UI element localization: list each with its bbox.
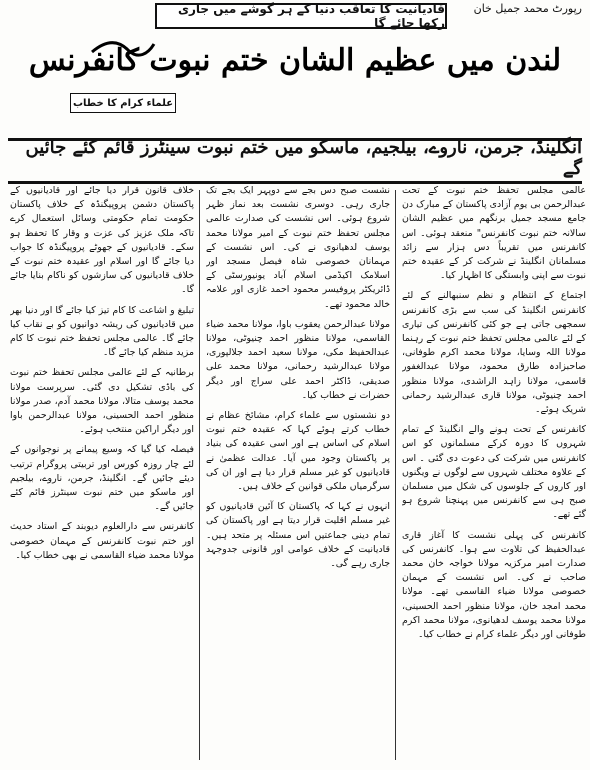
column-1	[402, 184, 586, 766]
ulema-speech-box	[70, 93, 176, 113]
paragraph: انہوں نے کہا کہ پاکستان کا آئین قادیانیوں کو غیر مسلم اقلیت قرار دیتا ہے اور پاکستان کی تمام دینی جماعتیں اس مسئلہ پر متحد ہیں۔ قادیانیت کے خلاف عوامی اور قانونی جدوجہد جاری رہے گی۔	[206, 501, 390, 570]
reporter-byline: رپورٹ محمد جمیل خان	[473, 2, 582, 15]
subheadline: انگلینڈ، جرمن، ناروے، بیلجیم، ماسکو میں ختم نبوت سینٹرز قائم کئے جائیں گے	[25, 137, 582, 179]
paragraph: فیصلہ کیا گیا کہ وسیع پیمانے پر نوجوانوں کے لئے چار روزہ کورس اور تربیتی پروگرام ترتیب دیئے جائیں گے۔ انگلینڈ، جرمن، ناروے، بیلجیم اور ماسکو میں ختم نبوت سینٹرز قائم کئے جائیں گے۔	[10, 444, 194, 513]
tagline-box	[155, 3, 447, 29]
paragraph: نشست صبح دس بجے سے دوپہر ایک بجے تک جاری رہی۔ دوسری نشست بعد نماز ظہر شروع ہوئی۔ اس نشست کی صدارت عالمی مجلس تحفظ ختم نبوت کے امیر مولانا محمد یوسف لدھیانوی نے کی۔ اس نشست کے مہمانان خصوصی شاہ فیصل مسجد اور اسلامک اکیڈمی اسلام آباد یونیورسٹی کے ڈائریکٹر پروفیسر محمود احمد غازی اور علامہ خالد محمود تھے۔	[206, 185, 390, 310]
ulema-box-text: علماء کرام کا خطاب	[72, 97, 174, 109]
paragraph: کانفرنس کی پہلی نشست کا آغاز قاری عبدالحفیظ کی تلاوت سے ہوا۔ کانفرنس کی صدارت امیر مرکزیہ مولانا خواجہ خان محمد صاحب نے کی۔ اس نشست کے مہمان خصوصی مولانا ضیاء القاسمی تھے۔ مولانا محمد امجد خان، مولانا منظور احمد الحسینی، مولانا محمد یوسف لدھیانوی، مولانا محمد اکرم طوفانی اور دیگر علماء کرام نے خطاب کیا۔	[402, 529, 586, 641]
tagline-text: قادیانیت کا تعاقب دنیا کے ہر گوشے میں جاری رکھا جائے گا	[178, 2, 445, 30]
paragraph: کانفرنس کے تحت ہونے والے انگلینڈ کے تمام شہروں کا دورہ کرکے مسلمانوں کو اس کانفرنس میں شرکت کی دعوت دی گئی ۔ اس کے علاوہ مختلف شہروں سے لوگوں نے ویگنوں اور کاروں کے جلوسوں کی شکل میں مسلمان صبح ہی سے کانفرنس میں پہنچنا شروع ہو گئے تھے۔	[402, 424, 586, 521]
main-headline: لندن میں عظیم الشان ختم نبوت کانفرنس	[28, 42, 562, 78]
paragraph: عالمی مجلس تحفظ ختم نبوت کے تحت عبدالرحمن بی یوم آزادی پاکستان کے مبارک دن جامع مسجد جمیل برنگھم میں عظیم الشان سالانہ ختم نبوت کانفرنس" منعقد ہوئی۔ اس کانفرنس میں تقریباً دس ہزار سے زائد مسلمانان انگلینڈ نے شرکت کر کے عقیدہ ختم نبوت سے اپنی وابستگی کا اظہار کیا۔	[402, 185, 586, 282]
column-3	[10, 184, 194, 766]
column-2	[206, 184, 390, 766]
column-rule	[199, 190, 200, 760]
paragraph: تبلیغ و اشاعت کا کام تیز کیا جائے گا اور دنیا بھر میں قادیانیوں کی ریشہ دوانیوں کو بے نقاب کیا جائے گا۔ عالمی مجلس تحفظ ختم نبوت کا کام مزید منظم کیا جائے گا۔	[10, 304, 194, 359]
article-columns	[8, 184, 586, 766]
paragraph: اجتماع کے انتظام و نظم سنبھالنے کے لئے کانفرنس انگلینڈ کی سب سے بڑی کانفرنس سمجھی جاتی ہے جو کئی کانفرنس کی تیاری کے لئے عالمی مجلس تحفظ ختم نبوت کے رہنما مولانا اللہ وسایا، مولانا محمد اکرم طوفانی، صاحبزادہ طارق محمود، مولانا عبدالغفور قاسمی، مولانا زاہد الراشدی، مولانا منظور احمد چنیوٹی، مولانا قاری عبدالرشید رحمانی شریک ہوئے۔	[402, 290, 586, 416]
paragraph: دو نشستوں سے علماء کرام، مشائخ عظام نے خطاب کرتے ہوئے کہا کہ عقیدہ ختم نبوت اسلام کی اساس ہے اور اسی عقیدہ کی بنیاد پر پاکستان وجود میں آیا۔ عدالت عظمیٰ نے قادیانیوں کو غیر مسلم قرار دیا ہے اور ان کی سرگرمیاں ملکی قوانین کے خلاف ہیں۔	[206, 410, 390, 493]
column-rule	[395, 190, 396, 760]
paragraph: خلاف قانون قرار دیا جائے اور قادیانیوں کے پاکستان دشمن پروپیگنڈہ کے خلاف پاکستان حکومت تمام حکومتی وسائل استعمال کرے تاکہ ملک عزیز کی عزت و وقار کا تحفظ ہو سکے۔ قادیانیوں کے جھوٹے پروپیگنڈہ کا جواب دیا جائے گا اور اسلام اور عقیدہ ختم نبوت کے خلاف قادیانیوں کی سازشوں کو ناکام بنایا جائے گا۔	[10, 185, 194, 296]
paragraph: کانفرنس سے دارالعلوم دیوبند کے استاد حدیث اور ختم نبوت کانفرنس کے مہمان خصوصی مولانا محمد ضیاء القاسمی نے بھی خطاب کیا۔	[10, 521, 194, 561]
paragraph: مولانا عبدالرحمن یعقوب باوا، مولانا محمد ضیاء القاسمی، مولانا منظور احمد چنیوٹی، مولانا عبدالحفیظ مکی، مولانا سعید احمد جلالپوری، مولانا عبدالرشید رحمانی، مولانا محمد علی صدیقی، ڈاکٹر احمد علی سراج اور دیگر حضرات نے خطاب کیا۔	[206, 318, 390, 401]
paragraph: برطانیہ کے لئے عالمی مجلس تحفظ ختم نبوت کی باڈی تشکیل دی گئی۔ سرپرست مولانا محمد یوسف متالا، مولانا محمد آدم، صدر مولانا منظور احمد الحسینی، مولانا عبدالرحمن باوا اور دیگر اراکین منتخب ہوئے۔	[10, 367, 194, 436]
